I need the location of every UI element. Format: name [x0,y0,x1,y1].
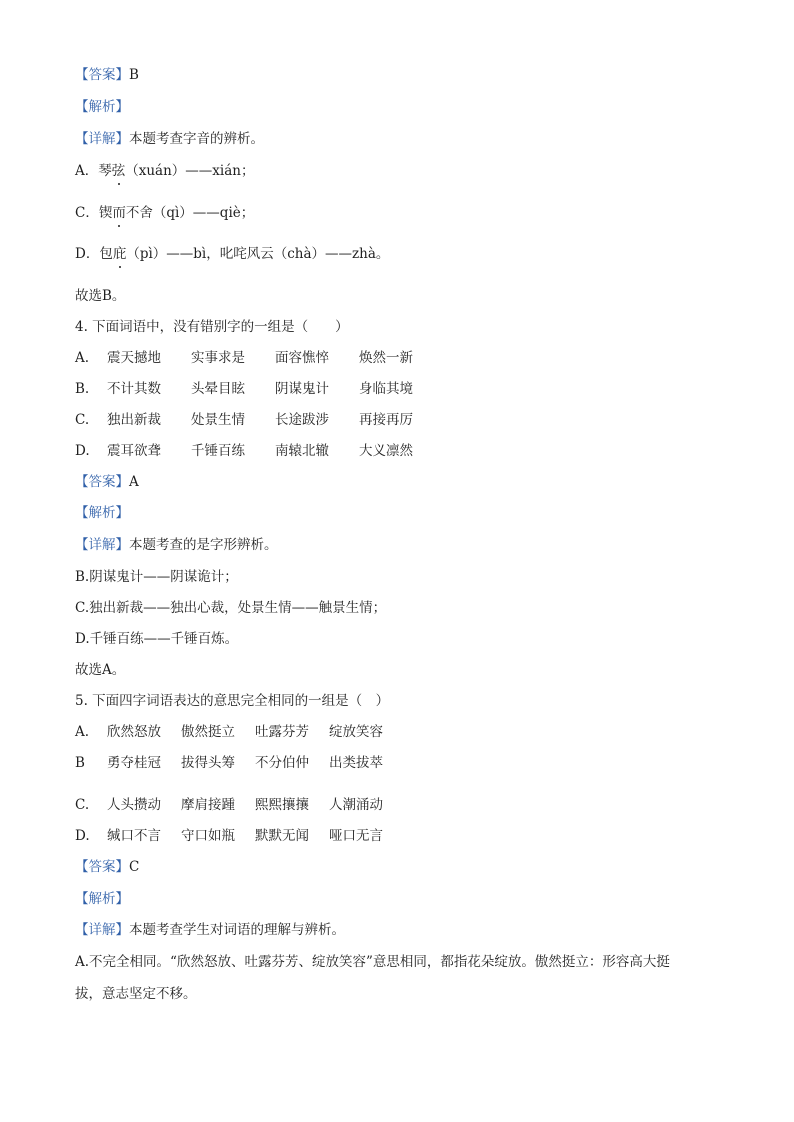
option-word: 哑口无言 [329,828,383,844]
option-word: 身临其境 [359,381,413,397]
option-word: 阴谋鬼计 [275,381,329,397]
option-word: 处景生情 [191,412,245,428]
answer-tag: 【答案】 [75,474,129,490]
text-segment: D．包 [75,246,113,262]
option-word: 不计其数 [107,381,161,397]
option-word: 默默无闻 [255,828,309,844]
answer-tag: 【答案】 [75,67,129,83]
answer-value: C [129,859,140,875]
q5-para-line-1: A.不完全相同。“欣然怒放、吐露芬芳、绽放笑容”意思相同，都指花朵绽放。傲然挺立：形容高大挺 [75,954,670,970]
q5-option-d [75,826,383,846]
q5-analysis-tag: 【解析】 [75,891,129,907]
text-segment: A．琴 [75,163,112,179]
option-word: 出类拔萃 [329,755,383,771]
option-word: 摩肩接踵 [181,797,235,813]
dotted-char: 弦 [111,163,126,179]
option-word: 实事求是 [191,350,245,366]
q3-answer-line [75,65,139,85]
q4-option-b [75,379,413,399]
q5-detail-line [75,920,345,940]
answer-value: A [129,474,139,490]
q5-option-b [75,753,383,773]
option-word: 长途跋涉 [275,412,329,428]
detail-text: 本题考查学生对词语的理解与辨析。 [129,922,345,938]
q4-option-a [75,348,413,368]
detail-text: 本题考查字音的辨析。 [129,131,264,147]
q5-option-a [75,722,383,742]
option-word: 南辕北辙 [275,443,329,459]
q4-conclusion: 故选A。 [75,662,126,678]
option-label: A. [75,350,90,366]
detail-tag: 【详解】 [75,537,129,553]
option-word: 千锤百练 [191,443,245,459]
q3-analysis-tag: 【解析】 [75,99,129,115]
option-label: B. [75,381,90,397]
answer-tag: 【答案】 [75,859,129,875]
q5-para-line-2: 拔，意志坚定不移。 [75,986,197,1002]
q5-stem: 5. 下面四字词语表达的意思完全相同的一组是（ ） [75,693,390,709]
q3-line-c [75,203,254,223]
q3-detail-line [75,129,264,149]
option-word: 欣然怒放 [107,724,161,740]
q4-line-c: C.独出新裁——独出心裁，处景生情——触景生情； [75,600,387,616]
option-word: 震耳欲聋 [107,443,161,459]
q5-answer-line [75,857,139,877]
option-label: A. [75,724,90,740]
text-segment: 不舍（qì）——qiè； [125,205,255,221]
option-word: 头晕目眩 [191,381,245,397]
q4-line-d: D.千锤百练——千锤百炼。 [75,631,239,647]
q4-detail-line [75,535,278,555]
q5-option-c [75,795,383,815]
option-word: 缄口不言 [107,828,161,844]
option-word: 人潮涌动 [329,797,383,813]
q4-option-c [75,410,413,430]
option-word: 勇夺桂冠 [107,755,161,771]
text-segment: （pì）——bì，叱咤风云（chà）——zhà。 [126,246,390,262]
option-label: C. [75,412,90,428]
text-segment: （xuán）——xián； [125,163,255,179]
option-label: D. [75,828,90,844]
q4-line-b: B.阴谋鬼计——阴谋诡计； [75,569,238,585]
detail-text: 本题考查的是字形辨析。 [129,537,278,553]
option-word: 守口如瓶 [181,828,235,844]
q4-option-d [75,441,413,461]
option-word: 绽放笑容 [329,724,383,740]
q4-analysis-tag: 【解析】 [75,505,129,521]
detail-tag: 【详解】 [75,131,129,147]
option-word: 独出新裁 [107,412,161,428]
q4-stem: 4. 下面词语中，没有错别字的一组是（ ） [75,319,349,335]
answer-value: B [129,67,139,83]
option-word: 人头攒动 [107,797,161,813]
option-word: 傲然挺立 [181,724,235,740]
option-label: B [75,755,85,771]
option-label: C. [75,797,90,813]
q3-line-d [75,244,389,264]
option-word: 再接再厉 [359,412,413,428]
option-word: 震天撼地 [107,350,161,366]
option-word: 焕然一新 [359,350,413,366]
option-word: 熙熙攘攘 [255,797,309,813]
dotted-char: 庇 [112,246,127,262]
option-word: 吐露芬芳 [255,724,309,740]
text-segment: C．锲 [75,205,113,221]
option-label: D. [75,443,90,459]
q4-answer-line [75,472,139,492]
option-word: 拔得头筹 [181,755,235,771]
option-word: 不分伯仲 [255,755,309,771]
dotted-char: 而 [112,205,126,221]
q3-conclusion: 故选B。 [75,288,126,304]
detail-tag: 【详解】 [75,922,129,938]
option-word: 面容憔悴 [275,350,329,366]
q3-line-a [75,161,254,181]
option-word: 大义凛然 [359,443,413,459]
